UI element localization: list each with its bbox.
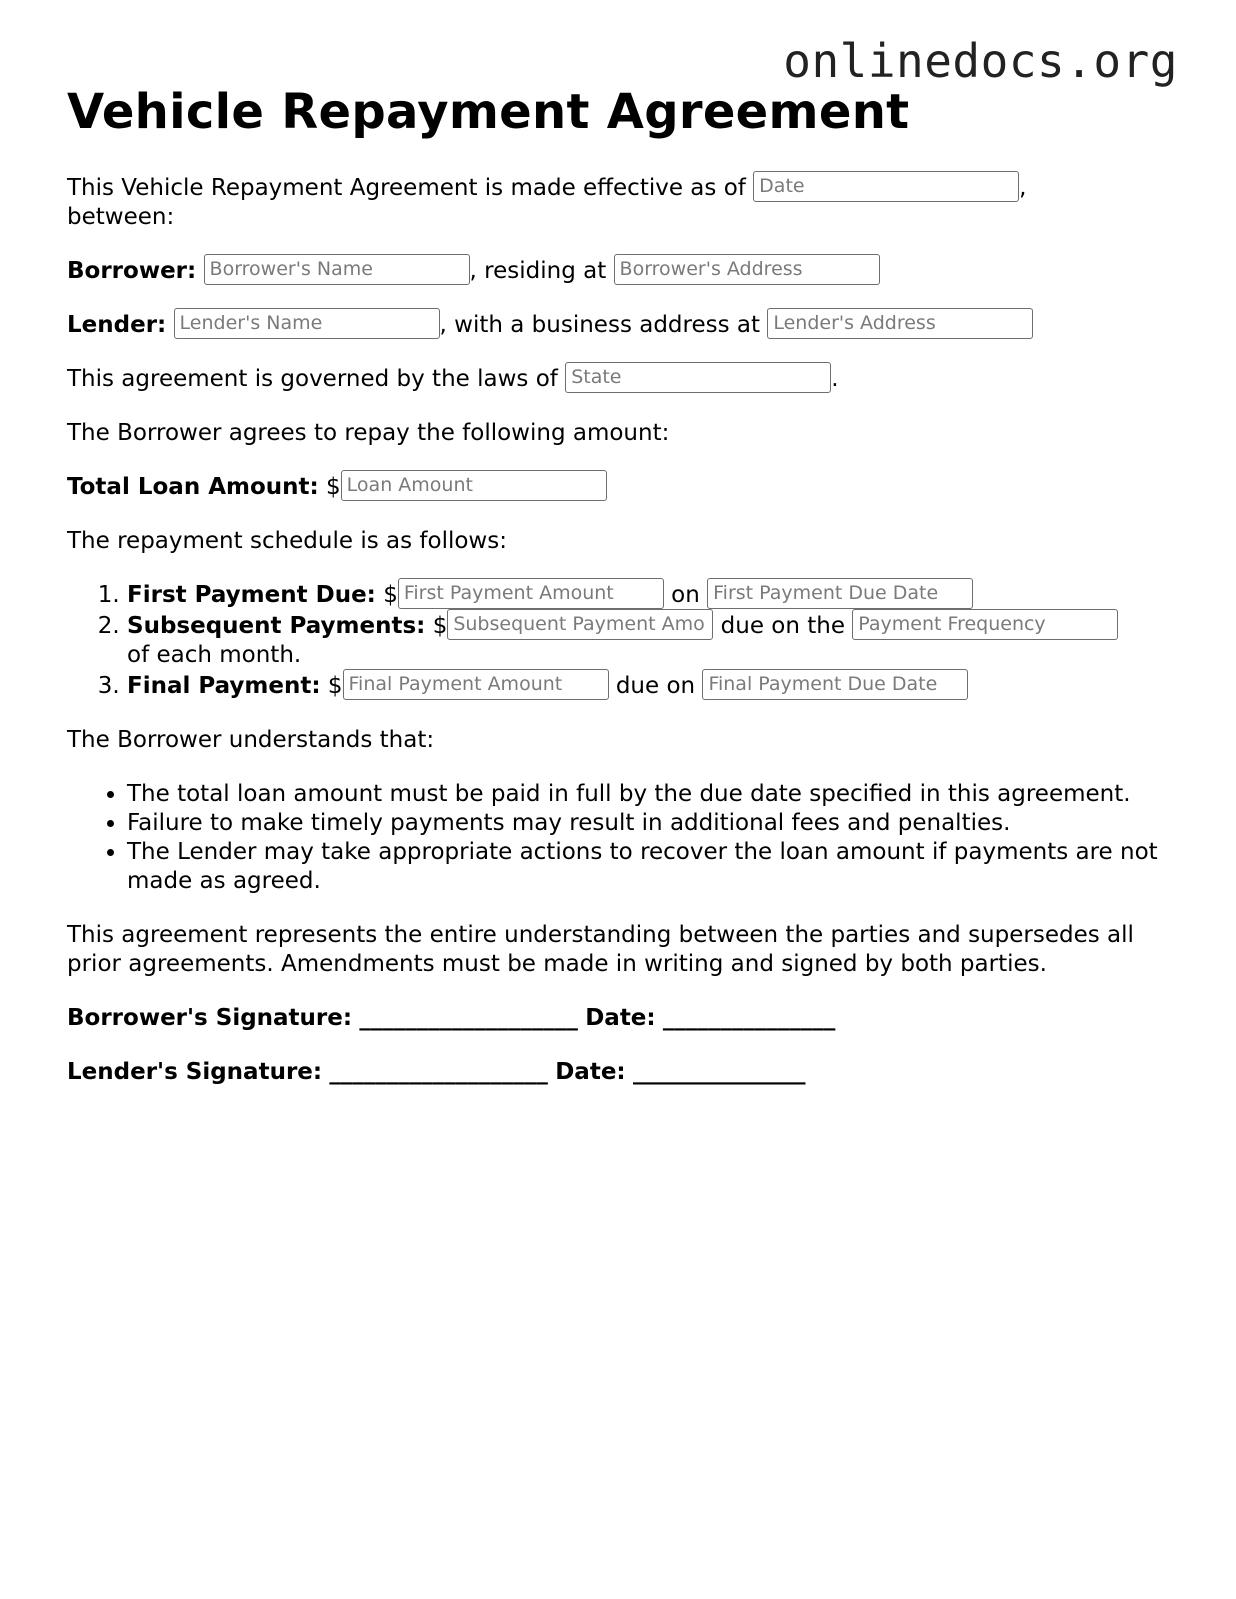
borrower-name-field[interactable]: Borrower's Name <box>204 254 470 285</box>
governing-law-line <box>67 365 1177 394</box>
document-title: Vehicle Repayment Agreement <box>67 84 910 140</box>
borrower-signature-line <box>67 1004 1177 1033</box>
repay-intro: The Borrower agrees to repay the following amount: <box>67 420 670 447</box>
schedule-item-first <box>127 581 1177 610</box>
intro-paragraph <box>67 174 1177 232</box>
effective-date-field[interactable]: Date <box>753 171 1019 202</box>
list-item: • Failure to make timely payments may result in additional fees and penalties. <box>127 809 1177 838</box>
list-item: • The Lender may take appropriate actions to recover the loan amount if payments are not made as agreed. <box>127 838 1177 896</box>
lender-signature-label: Lender's Signature: <box>67 1059 323 1086</box>
governing-text: This agreement is governed by the laws of <box>67 366 558 393</box>
understands-list <box>67 780 1177 896</box>
final-payment-label: Final Payment: <box>127 673 321 700</box>
total-loan-currency: $ <box>326 474 341 501</box>
borrower-signature-blank[interactable]: ___________________ <box>359 1005 578 1032</box>
borrower-date-label: Date: <box>585 1005 656 1032</box>
lender-business-text: , with a business address at <box>439 312 761 339</box>
state-field[interactable]: State <box>565 362 831 393</box>
understands-intro: The Borrower understands that: <box>67 727 435 754</box>
schedule-intro: The repayment schedule is as follows: <box>67 528 507 555</box>
lender-signature-blank[interactable]: ___________________ <box>329 1059 548 1086</box>
repayment-schedule-list <box>67 581 1177 701</box>
entire-agreement-paragraph: This agreement represents the entire understanding between the parties and supersedes all prior agreements. Amendments must be made in writing and signed by both parties. <box>67 922 1134 978</box>
subsequent-payment-currency: $ <box>432 613 448 640</box>
governing-period: . <box>831 366 839 393</box>
final-payment-amount-field[interactable]: Final Payment Amount <box>343 669 609 700</box>
payment-frequency-field[interactable]: Payment Frequency <box>852 609 1118 640</box>
first-payment-connector: on <box>671 582 700 609</box>
watermark: onlinedocs.org <box>783 34 1178 88</box>
first-payment-date-field[interactable]: First Payment Due Date <box>707 578 973 609</box>
intro-between: between: <box>67 204 175 231</box>
first-payment-currency: $ <box>383 582 398 609</box>
borrower-signature-label: Borrower's Signature: <box>67 1005 353 1032</box>
intro-text: This Vehicle Repayment Agreement is made effective as of <box>67 175 746 202</box>
lender-date-blank[interactable]: _______________ <box>632 1059 806 1086</box>
subsequent-payment-tail: of each month. <box>127 642 302 669</box>
subsequent-payment-amount-field[interactable]: Subsequent Payment Amo <box>447 609 713 640</box>
total-loan-line <box>67 473 1177 502</box>
loan-amount-field[interactable]: Loan Amount <box>341 470 607 501</box>
subsequent-payment-label: Subsequent Payments: <box>127 613 426 640</box>
first-payment-amount-field[interactable]: First Payment Amount <box>398 578 664 609</box>
borrower-address-field[interactable]: Borrower's Address <box>614 254 880 285</box>
total-loan-label: Total Loan Amount: <box>67 474 319 501</box>
subsequent-payment-connector: due on the <box>720 613 845 640</box>
borrower-label: Borrower: <box>67 258 197 285</box>
schedule-item-subsequent <box>127 612 1177 670</box>
lender-date-label: Date: <box>555 1059 626 1086</box>
document-body <box>67 85 1177 1112</box>
intro-comma: , <box>1019 175 1027 202</box>
final-payment-date-field[interactable]: Final Payment Due Date <box>702 669 968 700</box>
final-payment-connector: due on <box>615 673 696 700</box>
borrower-line <box>67 257 1177 286</box>
borrower-residing-text: , residing at <box>469 258 607 285</box>
lender-name-field[interactable]: Lender's Name <box>174 308 440 339</box>
schedule-item-final <box>127 672 1177 701</box>
lender-signature-line <box>67 1058 1177 1087</box>
lender-address-field[interactable]: Lender's Address <box>767 308 1033 339</box>
borrower-date-blank[interactable]: _______________ <box>662 1005 836 1032</box>
final-payment-currency: $ <box>327 673 343 700</box>
lender-line <box>67 311 1177 340</box>
list-item: • The total loan amount must be paid in full by the due date specified in this agreement. <box>127 780 1177 809</box>
lender-label: Lender: <box>67 312 167 339</box>
first-payment-label: First Payment Due: <box>127 582 376 609</box>
